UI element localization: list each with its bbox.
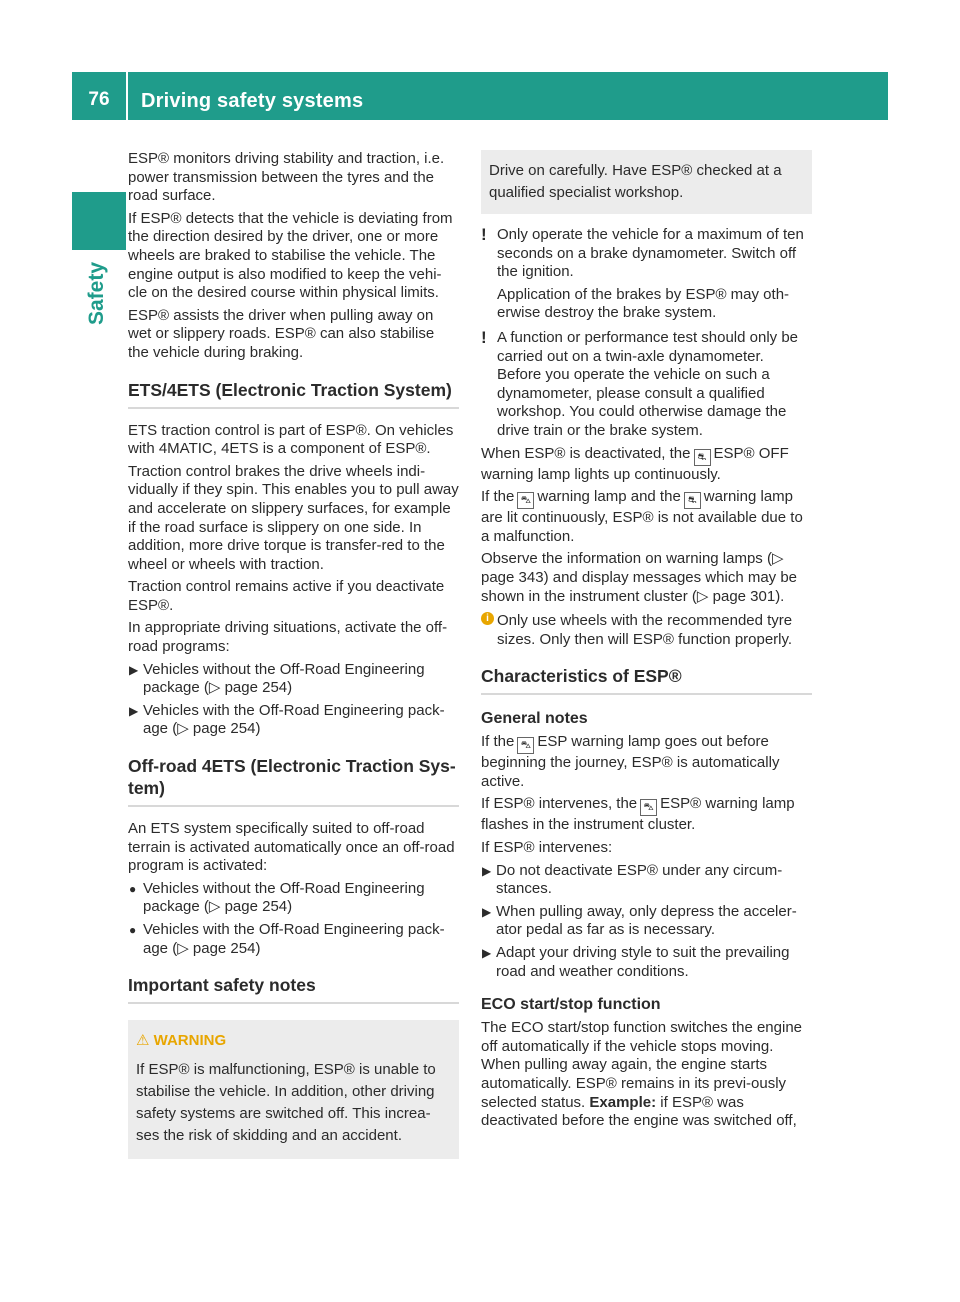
warning-heading: ⚠ WARNING bbox=[136, 1032, 227, 1050]
esp-off-lamp-icon: ⛐ bbox=[694, 449, 711, 466]
paragraph: If the ⛍ warning lamp and the ⛐ warning lamp are lit continuously, ESP® is not available due to a malfunction. bbox=[481, 488, 803, 545]
esp-warning-lamp-icon: ⛍ bbox=[640, 799, 657, 816]
bullet-icon: ● bbox=[129, 923, 137, 937]
section-heading-safety: Important safety notes bbox=[128, 974, 459, 1004]
list-item: ● Vehicles without the Off-Road Engineering package (▷ page 254) bbox=[129, 879, 425, 916]
paragraph: ESP® monitors driving stability and traction, i.e. power transmission between the tyres and the road surface. bbox=[128, 150, 445, 205]
exclamation-icon: ! bbox=[481, 225, 487, 244]
section-heading-offroad: Off-road 4ETS (Electronic Traction Sys-tem) bbox=[128, 755, 459, 807]
list-item: ▶ When pulling away, only depress the acceler-ator pedal as far as is necessary. bbox=[482, 902, 797, 939]
warning-box bbox=[128, 1020, 459, 1159]
arrow-icon: ▶ bbox=[482, 863, 492, 878]
subheading-eco: ECO start/stop function bbox=[481, 996, 661, 1014]
paragraph: If ESP® intervenes, the ⛍ ESP® warning lamp flashes in the instrument cluster. bbox=[481, 795, 795, 834]
arrow-icon: ▶ bbox=[129, 703, 139, 718]
note-item: ! A function or performance test should only be carried out on a twin-axle dynamometer. Before you operate the vehicle on such a dynamometer, please consult a qualified workshop. You could otherwise damage the drive train or the brake system. bbox=[481, 327, 799, 439]
page-title: Driving safety systems bbox=[141, 90, 364, 112]
paragraph: If the ⛍ ESP warning lamp goes out before beginning the journey, ESP® is automatically active. bbox=[481, 733, 780, 790]
paragraph: Traction control remains active if you deactivate ESP®. bbox=[128, 578, 445, 614]
info-note: i Only use wheels with the recommended tyre sizes. Only then will ESP® function properly. bbox=[481, 612, 812, 649]
note-item: ! Only operate the vehicle for a maximum of ten seconds on a brake dynamometer. Switch off the ignition. Application of the brakes by ESP® may oth-erwise destroy the brake system. bbox=[481, 225, 804, 322]
warning-continuation: Drive on carefully. Have ESP® checked at a qualified specialist workshop. bbox=[481, 150, 812, 214]
paragraph: Traction control brakes the drive wheels indi-vidually if they spin. This enables you to pull away and accelerate on slippery surfaces, for example if the road surface is slippery on one side. In addition, more drive torque is transfer-red to the wheel or wheels with traction. bbox=[128, 462, 459, 573]
info-icon: i bbox=[481, 612, 494, 625]
arrow-icon: ▶ bbox=[482, 946, 492, 961]
warning-triangle-icon: ⚠ bbox=[136, 1032, 150, 1050]
esp-warning-lamp-icon: ⛍ bbox=[517, 492, 534, 509]
esp-off-lamp-icon: ⛐ bbox=[684, 492, 701, 509]
arrow-icon: ▶ bbox=[482, 904, 492, 919]
arrow-icon: ▶ bbox=[129, 662, 139, 677]
bullet-icon: ● bbox=[129, 881, 137, 896]
section-heading-ets: ETS/4ETS (Electronic Traction System) bbox=[128, 379, 459, 409]
section-tab: Safety bbox=[85, 261, 108, 325]
warning-text: If ESP® is malfunctioning, ESP® is unable to stabilise the vehicle. In addition, other driving safety systems are switched off. This increa-ses the risk of skidding and an accident. bbox=[136, 1060, 436, 1144]
list-item: ● Vehicles with the Off-Road Engineering pack-age (▷ page 254) bbox=[129, 921, 445, 957]
side-marker bbox=[72, 192, 126, 250]
paragraph: If ESP® detects that the vehicle is deviating from the direction desired by the driver, one or more wheels are braked to stabilise the vehicle. The engine output is also modified to keep the vehi-cle on the desired course within physical limits. bbox=[128, 209, 453, 302]
paragraph: The ECO start/stop function switches the engine off automatically if the vehicle stops moving. When pulling away again, the engine starts automatically. ESP® remains in its previ-ously selected status. Example: if ESP® was deactivated before the engine was switched off, bbox=[481, 1019, 802, 1130]
header-divider bbox=[126, 72, 128, 120]
right-column bbox=[481, 150, 812, 1135]
list-item: ▶ Adapt your driving style to suit the prevailing road and weather conditions. bbox=[482, 944, 790, 980]
paragraph: ETS traction control is part of ESP®. On vehicles with 4MATIC, 4ETS is a component of ESP®. bbox=[128, 421, 454, 458]
paragraph: An ETS system specifically suited to off-road terrain is activated automatically once an off-road program is activated: bbox=[128, 820, 455, 875]
paragraph: If ESP® intervenes: bbox=[481, 839, 613, 857]
esp-warning-lamp-icon: ⛍ bbox=[517, 737, 534, 754]
left-column bbox=[128, 150, 459, 1159]
page-number: 76 bbox=[88, 89, 110, 110]
section-heading-characteristics: Characteristics of ESP® bbox=[481, 665, 812, 695]
exclamation-icon: ! bbox=[481, 327, 487, 347]
paragraph: Observe the information on warning lamps (▷ page 343) and display messages which may be shown in the instrument cluster (▷ page 301). bbox=[481, 550, 798, 605]
list-item: ▶ Vehicles with the Off-Road Engineering pack-age (▷ page 254) bbox=[129, 701, 445, 738]
paragraph: ESP® assists the driver when pulling away on wet or slippery roads. ESP® can also stabilise the vehicle during braking. bbox=[128, 306, 435, 361]
list-item: ▶ Vehicles without the Off-Road Engineering package (▷ page 254) bbox=[129, 660, 425, 697]
paragraph: When ESP® is deactivated, the ⛐ ESP® OFF warning lamp lights up continuously. bbox=[481, 444, 789, 483]
subheading-general: General notes bbox=[481, 710, 588, 728]
list-item: ▶ Do not deactivate ESP® under any circum-stances. bbox=[482, 861, 783, 898]
paragraph: In appropriate driving situations, activate the off-road programs: bbox=[128, 619, 448, 656]
